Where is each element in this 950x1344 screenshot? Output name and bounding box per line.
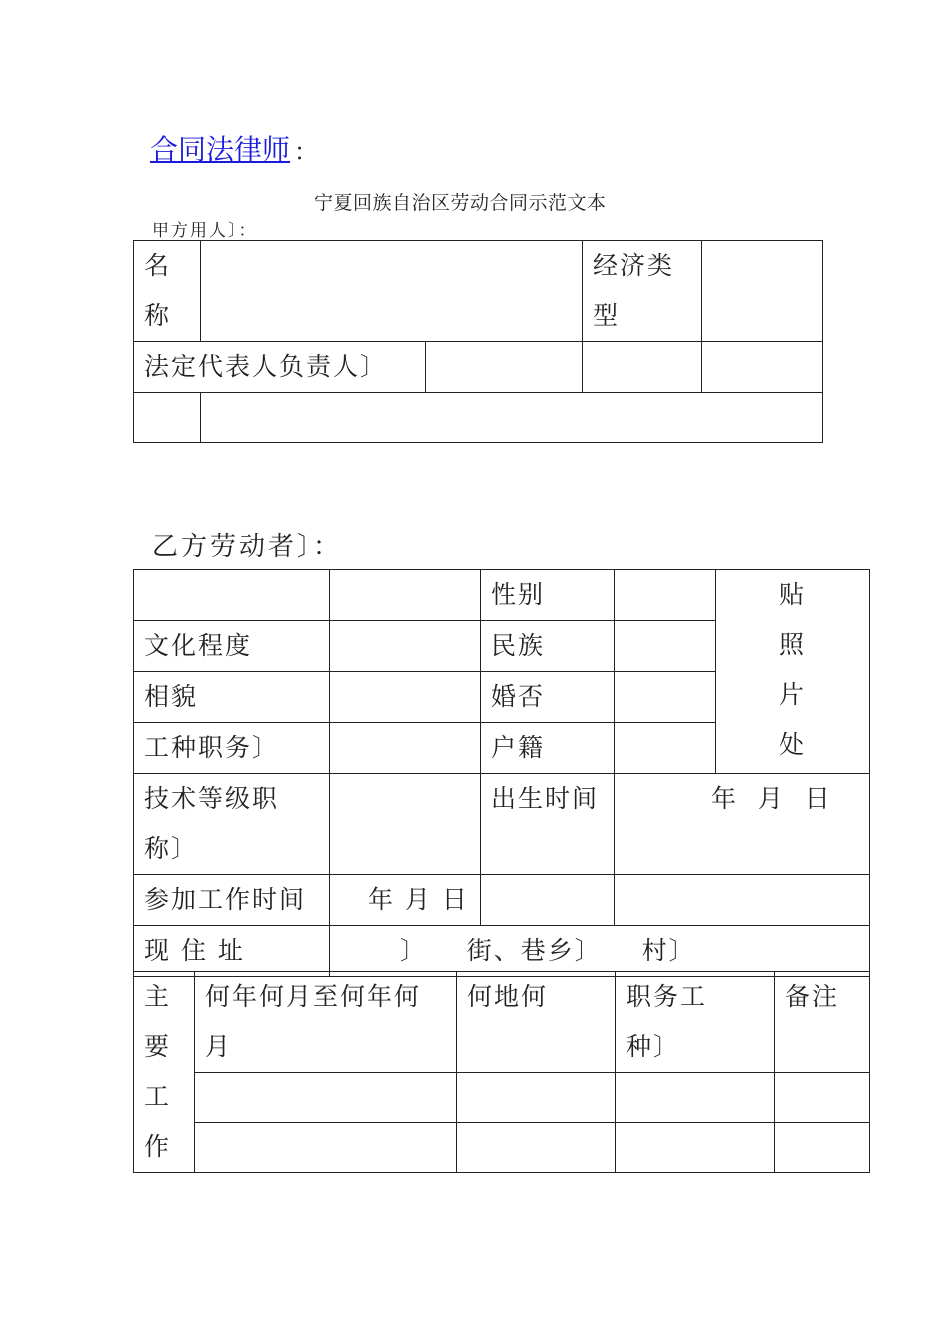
history-row-2-place[interactable] [457, 1123, 616, 1173]
marital-value[interactable] [615, 672, 716, 723]
party-a-table [133, 240, 823, 443]
title-colon: ： [294, 138, 318, 166]
col-remark-header: 备注 [775, 972, 870, 1073]
employee-name-value[interactable] [330, 570, 481, 621]
history-row-2-period[interactable] [195, 1123, 457, 1173]
history-row-2-position[interactable] [616, 1123, 775, 1173]
col-place-header: 何地何 [457, 972, 616, 1073]
job-title-label: 工种职务〕 [134, 723, 330, 774]
side-label-1: 主 [144, 982, 172, 1011]
education-label: 文化程度 [134, 621, 330, 672]
photo-label-2: 照 [778, 630, 806, 659]
name-label-1: 名 [144, 251, 172, 280]
photo-label-4: 处 [778, 730, 806, 759]
name-label-2: 称 [144, 301, 172, 330]
history-row-1-position[interactable] [616, 1073, 775, 1123]
ethnicity-label: 民族 [481, 621, 615, 672]
hukou-value[interactable] [615, 723, 716, 774]
tech-level-label [134, 774, 330, 875]
col-period-1: 何年何月至何年何 [205, 982, 422, 1011]
work-history-table [133, 971, 870, 1173]
side-label-4: 作 [144, 1132, 172, 1161]
legal-rep-extra-2[interactable] [702, 342, 823, 393]
work-start-extra-1[interactable] [481, 875, 615, 926]
work-start-extra-2[interactable] [615, 875, 870, 926]
education-value[interactable] [330, 621, 481, 672]
econ-type-label [583, 241, 702, 342]
legal-rep-value[interactable] [426, 342, 583, 393]
tech-level-label-1: 技术等级职 [144, 784, 280, 813]
history-row-1-remark[interactable] [775, 1073, 870, 1123]
birth-date-value[interactable]: 年 月 日 [615, 774, 870, 875]
col-period-header [195, 972, 457, 1073]
side-label-2: 要 [144, 1032, 172, 1061]
work-start-value[interactable]: 年 月 日 [330, 875, 481, 926]
job-title-value[interactable] [330, 723, 481, 774]
birth-label: 出生时间 [481, 774, 615, 875]
side-label-3: 工 [144, 1082, 172, 1111]
econ-type-value[interactable] [702, 241, 823, 342]
col-period-2: 月 [205, 1032, 233, 1061]
marital-label: 婚否 [481, 672, 615, 723]
history-row-1-period[interactable] [195, 1073, 457, 1123]
legal-rep-extra-1[interactable] [583, 342, 702, 393]
address-value-a[interactable] [201, 393, 823, 443]
photo-label-3: 片 [778, 680, 806, 709]
name-value[interactable] [201, 241, 583, 342]
tech-level-value[interactable] [330, 774, 481, 875]
address-label-a [134, 393, 201, 443]
col-position-2: 种〕 [626, 1032, 681, 1061]
econ-type-label-1: 经济类 [593, 251, 675, 280]
history-row-1-place[interactable] [457, 1073, 616, 1123]
party-b-table [133, 569, 870, 977]
name-label [134, 241, 201, 342]
appearance-value[interactable] [330, 672, 481, 723]
photo-box[interactable] [716, 570, 870, 774]
employee-name-label [134, 570, 330, 621]
work-start-label: 参加工作时间 [134, 875, 330, 926]
document-title: 宁夏回族自治区劳动合同示范文本 [314, 192, 607, 214]
work-history-side-label [134, 972, 195, 1173]
appearance-label: 相貌 [134, 672, 330, 723]
address-value[interactable]: 〕 街、巷乡〕 村〕 [330, 926, 870, 977]
gender-label: 性别 [481, 570, 615, 621]
gender-value[interactable] [615, 570, 716, 621]
party-b-label: 乙方劳动者〕： [152, 532, 343, 562]
hukou-label: 户籍 [481, 723, 615, 774]
address-label: 现 住 址 [134, 926, 330, 977]
tech-level-label-2: 称〕 [144, 834, 199, 863]
col-position-1: 职务工 [626, 982, 708, 1011]
col-position-header [616, 972, 775, 1073]
history-row-2-remark[interactable] [775, 1123, 870, 1173]
lawyer-link[interactable]: 合同法律师 [150, 133, 291, 166]
photo-label-1: 贴 [778, 580, 806, 609]
legal-rep-label: 法定代表人负责人〕 [134, 342, 426, 393]
econ-type-label-2: 型 [593, 301, 621, 330]
ethnicity-value[interactable] [615, 621, 716, 672]
party-a-label: 甲方用人〕： [152, 221, 258, 241]
